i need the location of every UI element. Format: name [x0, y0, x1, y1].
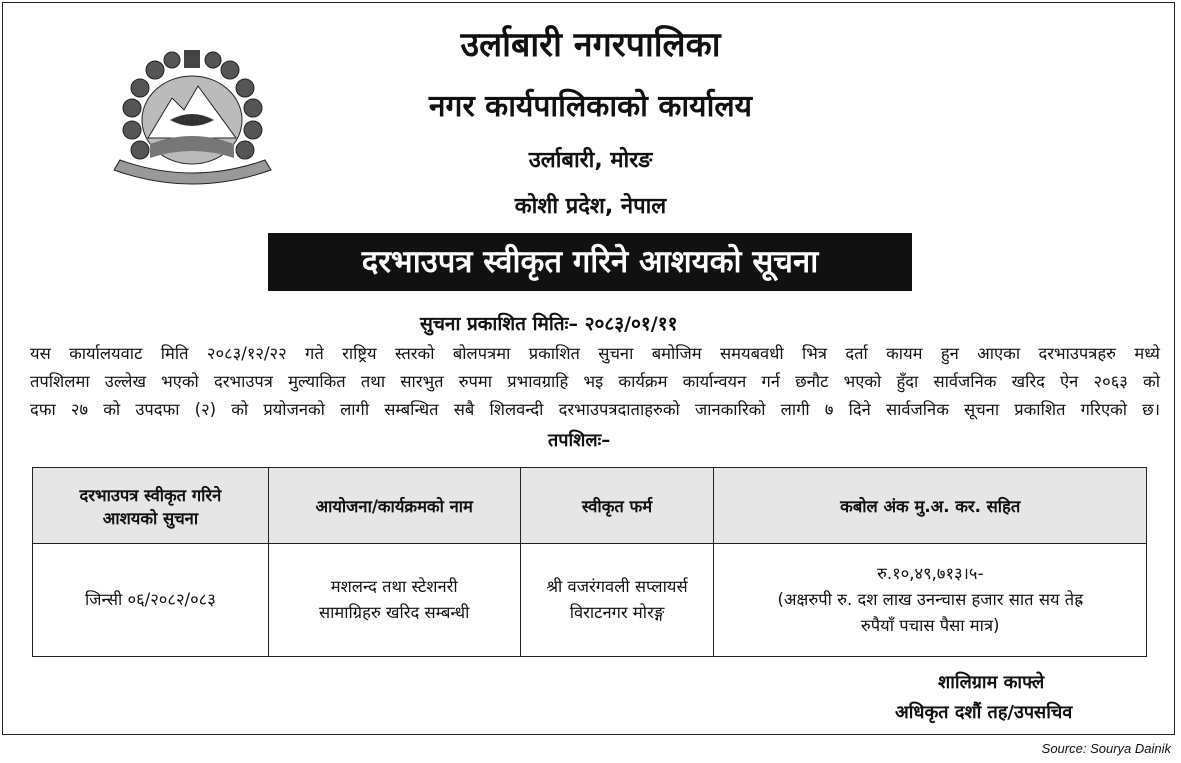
publish-date: सुचना प्रकाशित मितिः– २०८३/०१/११ — [420, 313, 678, 335]
table-header-project: आयोजना/कार्यक्रमको नाम — [268, 468, 520, 544]
signatory-designation: अधिकृत दशौं तह/उपसचिव — [895, 702, 1073, 723]
award-table — [32, 467, 1147, 657]
cell-notice-no: जिन्सी ०६/२०८२/०८३ — [33, 544, 269, 657]
table-header-notice: दरभाउपत्र स्वीकृत गरिने आशयको सुचना — [33, 468, 269, 544]
office-name: नगर कार्यपालिकाको कार्यालय — [428, 89, 753, 124]
body-line: यस कार्यालयवाट मिति २०८३/१२/२२ गते राष्ट्रिय स्तरको बोलपत्रमा प्रकाशित सुचना बमोजिम समयबवधी भित्र दर्ता कायम हुन आएका दरभाउपत्रहरु मध्ये — [30, 344, 1160, 363]
body-line: दफा २७ को उपदफा (२) को प्रयोजनको लागी सम्बन्धित सबै शिलवन्दी दरभाउपत्रदाताहरुको जानकारिको लागी ७ दिने सार्वजनिक सूचना प्रकाशित गरिएको छ। — [30, 400, 1160, 419]
cell-firm: श्री वजरंगवली सप्लायर्स विराटनगर मोरङ्ग — [520, 544, 714, 657]
details-label: तपशिलः– — [548, 430, 611, 451]
table-row — [33, 544, 1147, 657]
table-header-row — [33, 468, 1147, 544]
office-address: उर्लाबारी, मोरङ — [528, 148, 653, 173]
table-header-firm: स्वीकृत फर्म — [520, 468, 714, 544]
table-header-amount: कबोल अंक मु.अ. कर. सहित — [714, 468, 1147, 544]
municipality-name: उर्लाबारी नगरपालिका — [460, 25, 721, 65]
signatory-name: शालिग्राम काफ्ले — [938, 672, 1045, 693]
notice-body — [30, 340, 1160, 424]
cell-amount: रु.१०,४९,७१३।५- (अक्षरुपी रु. दश लाख उनन्चास हजार सात सय तेह्र रुपैयाँ पचास पैसा मात्र) — [714, 544, 1147, 657]
notice-title-banner: दरभाउपत्र स्वीकृत गरिने आशयको सूचना — [268, 233, 912, 291]
body-line: तपशिलमा उल्लेख भएको दरभाउपत्र मुल्याकित तथा सारभुत रुपमा प्रभावग्राहि भइ कार्यक्रम कार्यान्वयन गर्न छनौट भएको हुँदा सार्वजनिक खरिद ऐन २०६३ को — [30, 372, 1160, 391]
cell-project: मशलन्द तथा स्टेशनरी सामाग्रिहरु खरिद सम्बन्धी — [268, 544, 520, 657]
province-country: कोशी प्रदेश, नेपाल — [514, 194, 667, 219]
source-credit: Source: Sourya Dainik — [1041, 741, 1171, 756]
